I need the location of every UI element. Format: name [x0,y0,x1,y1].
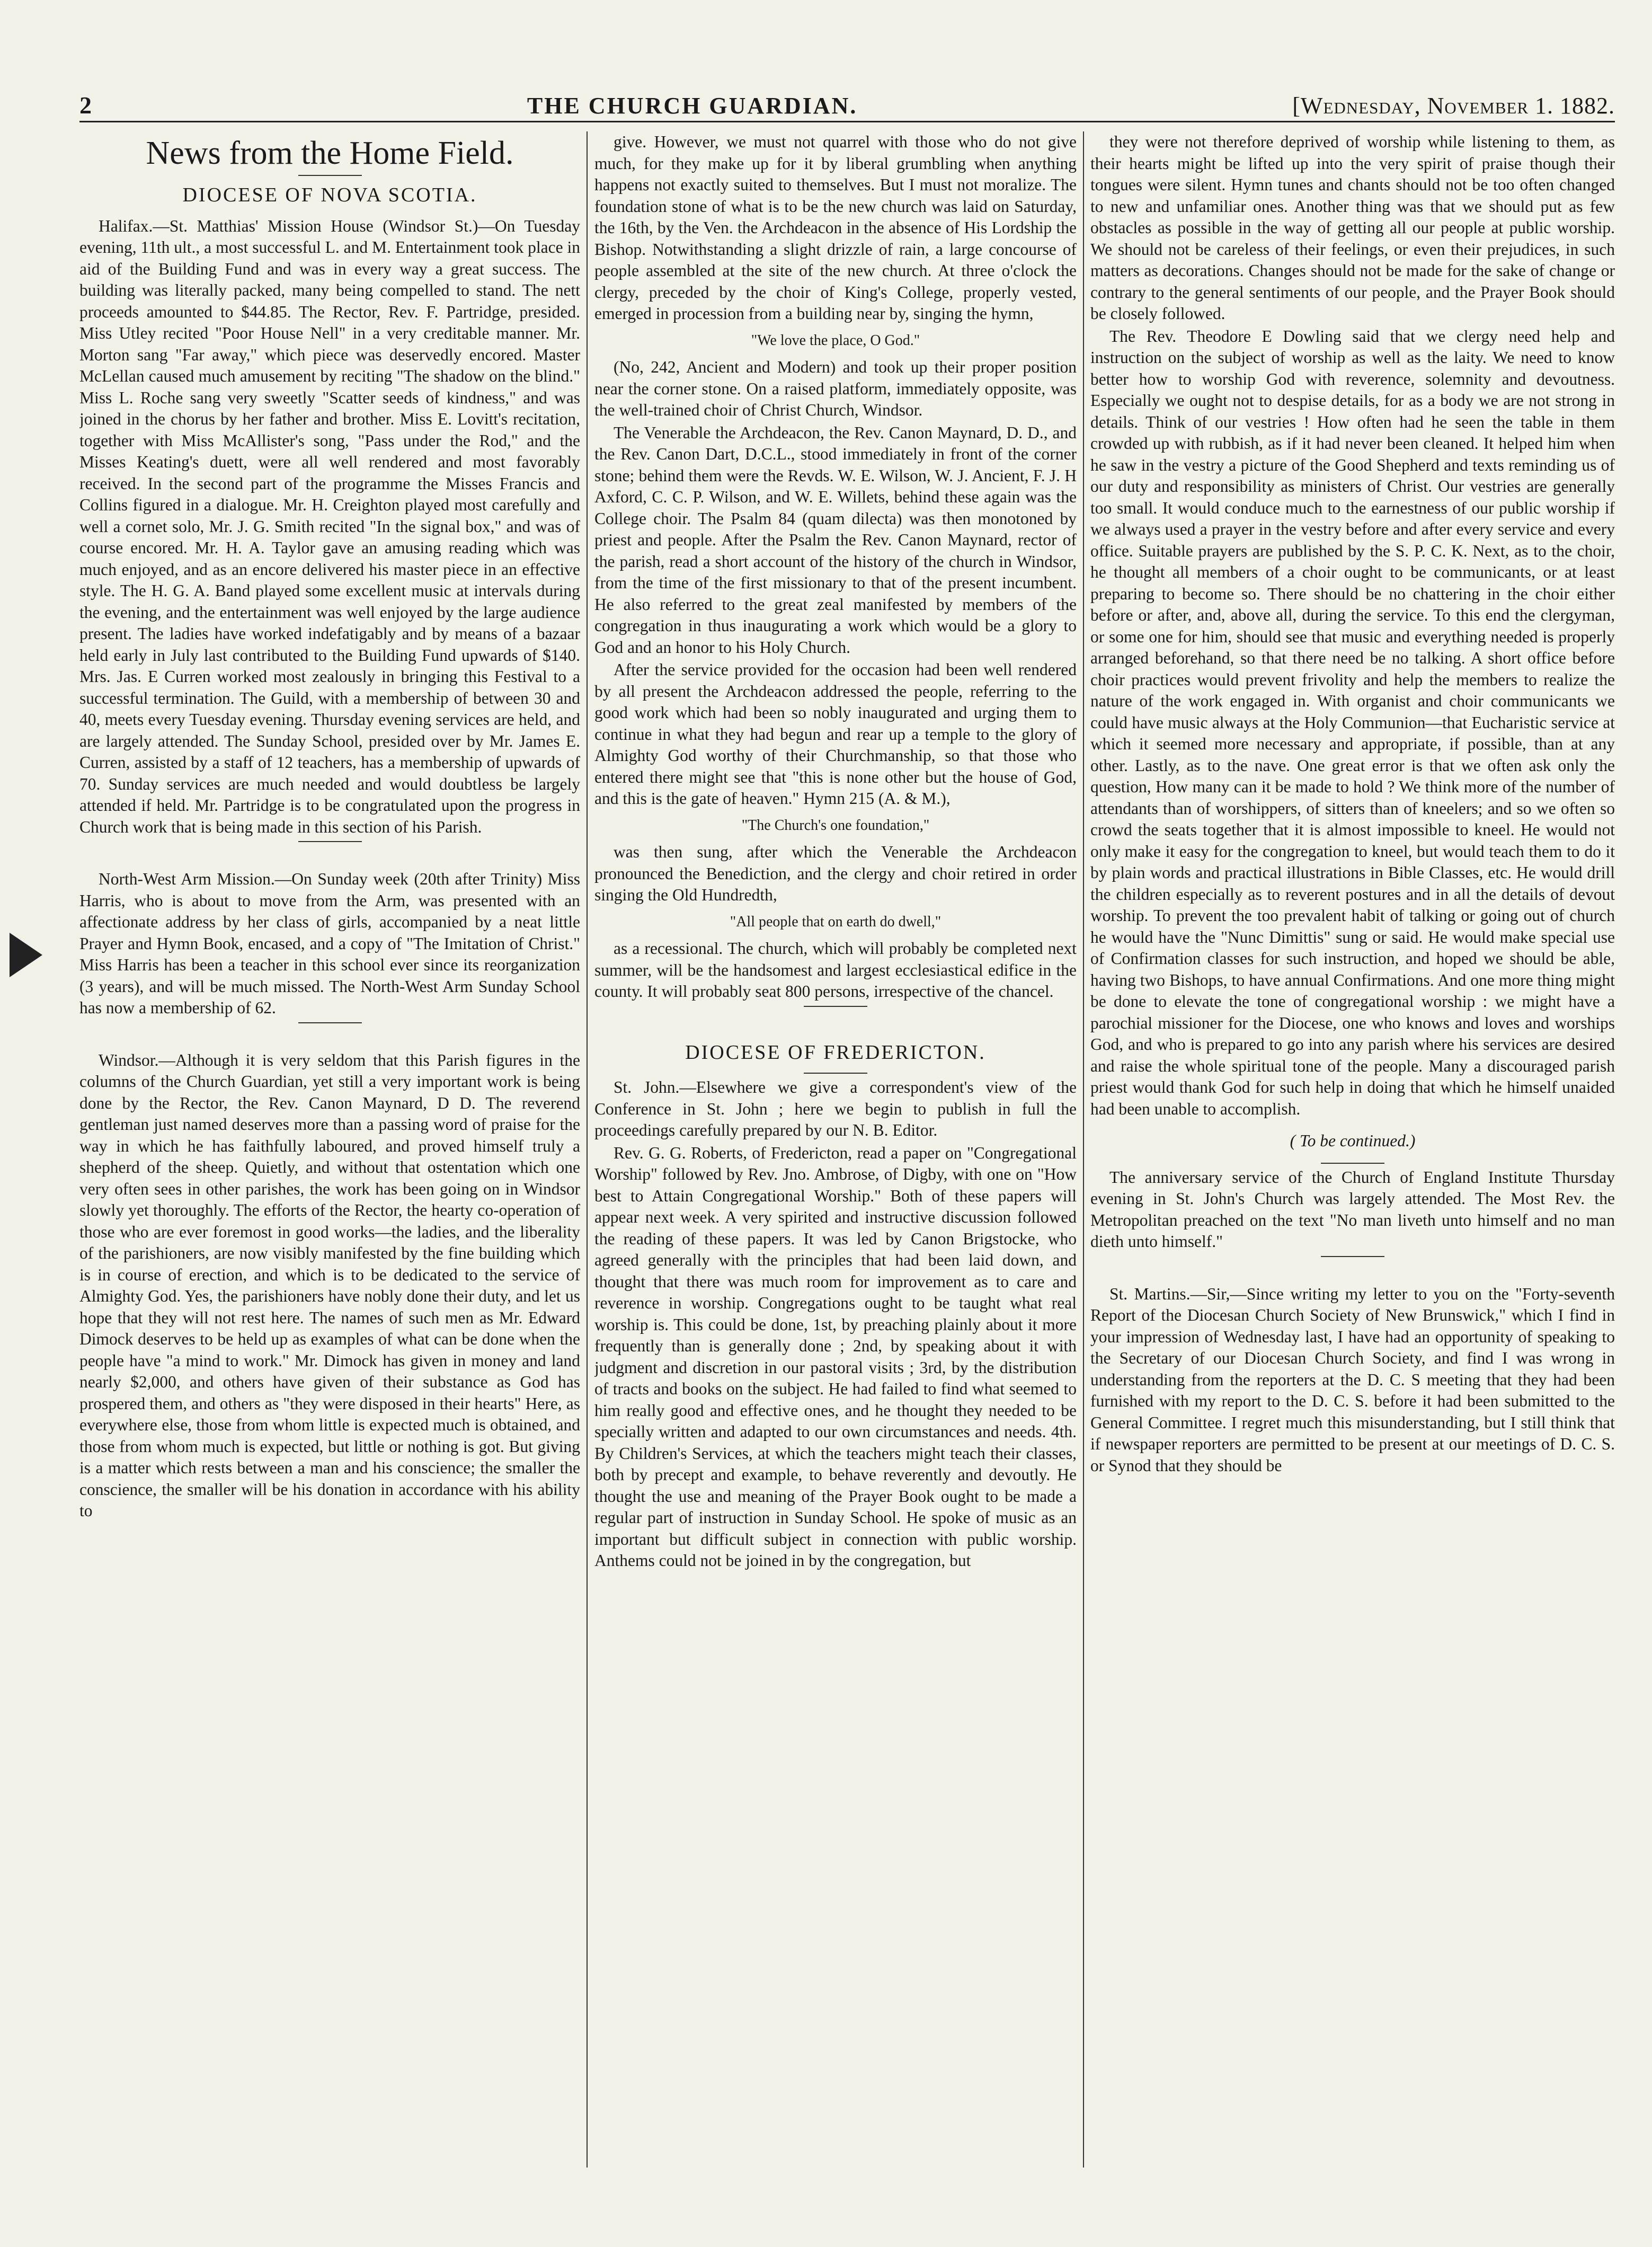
hymn-quote: "All people that on earth do dwell," [730,913,942,930]
article-separator [298,1022,362,1023]
margin-pointer-mark [10,933,42,977]
paragraph: as a recessional. The church, which will probably be completed next summer, will be the handsomest and largest ecclesiastical edifice in the county. It will probably seat 800 persons, irrespective of the chancel. [594,939,1077,1001]
article-north-west-arm: North-West Arm Mission.—On Sunday week (20th after Trinity) Miss Harris, who is about to move from the Arm, was presented with an affectionate address by her class of girls, accompanied by a neat little Prayer and Hymn Book, encased, and a copy of "The Imitation of Christ." Miss Harris has been a teacher in this school ever since its reorganization (3 years), and will be much missed. The North-West Arm Sunday School has now a membership of 62. [79,870,580,1017]
article-windsor: Windsor.—Although it is very seldom that this Parish figures in the columns of the Church Guardian, yet still a very important work is being done by the Rector, the Rev. Canon Maynard, D D. The reverend gentleman just named deserves more than a passing word of praise for the way in which he has faithfully laboured, and proved himself truly a shepherd of the sheep. Quietly, and without that ostentation which one very often sees in other parishes, the work has been going on in Windsor slowly yet thoroughly. The efforts of the Rector, the hearty co-operation of those who are ever foremost in good works—the ladies, and the liberality of the parishioners, are now visibly manifested by the fine building which is in course of erection, and which is to be dedicated to the service of Almighty God. Yes, the parishioners have nobly done their duty, and let us hope that they will not rest here. The names of such men as Mr. Edward Dimock deserves to be held up as examples of what can be done when the people have "a mind to work." Mr. Dimock has given in money and land nearly $2,000, and others have given of their substance as God has prospered them, and others as "they were disposed in their hearts" Here, as everywhere else, those from whom little is expected much is obtained, and those from whom much is expected, but little or nothing is got. But giving is a matter which rests between a man and his conscience; the smaller the conscience, the smaller will be his donation in accordance with his ability to [79,1050,580,1520]
article-separator [804,1006,867,1007]
diocese-heading: DIOCESE OF FREDERICTON. [685,1041,986,1064]
article-st-martins: St. Martins.—Sir,—Since writing my letter to you on the "Forty-seventh Report of the Diocesan Church Society of New Brunswick," which I find in your impression of Wednesday last, I have had an opportunity of speaking to the Secretary of our Diocesan Church Society, and find I was wrong in understanding from the reporters at the D. C. S meeting that they had been furnished with my report to the D. C. S. before it had been submitted to the General Committee. I regret much this misunderstanding, but I still think that if newspaper reporters are permitted to be present at our meetings of D. C. S. or Synod that they should be [1090,1284,1615,1475]
paragraph: (No, 242, Ancient and Modern) and took up their proper position near the corner stone. On a raised platform, immediately opposite, was the well-trained choir of Christ Church, Windsor. [594,358,1077,419]
paragraph: Rev. G. G. Roberts, of Fredericton, read a paper on "Congregational Worship" followed by Rev. Jno. Ambrose, of Digby, with one on "How best to Attain Congregational Worship." Both of these papers will appear next week. A very spirited and instructive discussion followed the reading of these papers. It was led by Canon Brigstocke, who agreed generally with the principles that had been laid down, and thought that there was much room for improvement as to care and reverence in worship. Congregations ought to be taught what real worship is. This could be done, 1st, by preaching plainly about it more frequently than is generally done ; 2nd, by speaking about it with judgment and discretion in our pastoral visits ; 3rd, by the distribution of tracts and books on the subject. He had failed to find what seemed to him really good and effective ones, and he thought they needed to be specially written and adapted to our own circumstances and needs. 4th. By Children's Services, at which the teachers might teach their classes, both by precept and example, to behave reverently and devoutly. He thought the use and meaning of the Prayer Book ought to be made a regular part of instruction in Sunday School. He spoke of music as an important but difficult subject in connection with public worship. Anthems could not be joined in by the congregation, but [594,1143,1077,1570]
article-separator [298,841,362,842]
column-3 [1090,131,1615,2168]
hymn-quote: "The Church's one foundation," [741,817,930,834]
paragraph: The anniversary service of the Church of England Institute Thursday evening in St. John's Church was largely attended. The Most Rev. the Metropolitan preached on the text "No man liveth unto himself and no man dieth unto himself." [1090,1167,1615,1251]
ornament-rule [804,1073,867,1074]
issue-date: [Wednesday, November 1. 1882. [1292,93,1615,119]
ornament-rule [298,175,362,176]
article-separator [1321,1256,1384,1257]
column-divider [1083,131,1084,2168]
page-header [79,82,1615,119]
paragraph: The Venerable the Archdeacon, the Rev. Canon Maynard, D. D., and the Rev. Canon Dart, D.C.L., stood immediately in front of the corner stone; behind them were the Revds. W. E. Wilson, W. J. Ancient, F. J. H Axford, C. C. P. Wilson, and W. E. Willets, behind these again was the College choir. The Psalm 84 (quam dilecta) was then monotoned by priest and people. After the Psalm the Rev. Canon Maynard, rector of the parish, read a short account of the history of the church in Windsor, from the time of the first missionary to that of the present incumbent. He also referred to the great zeal manifested by members of the congregation in thus inaugurating a work which would be a glory to God and an honor to his Holy Church. [594,423,1077,657]
paragraph: they were not therefore deprived of worship while listening to them, as their hearts might be lifted up into the very spirit of praise though their tongues were silent. Hymn tunes and chants should not be too often changed to new and unfamiliar ones. Another thing was that we should put as few obstacles as possible in the way of getting all our people at public worship. We should not be careless of their feelings, or even their prejudices, in such matters as decorations. Changes should not be made for the sake of change or contrary to the general sentiments of our people, and the Prayer Book should be closely followed. [1090,132,1615,323]
section-title: News from the Home Field. [146,135,514,171]
article-halifax: Halifax.—St. Matthias' Mission House (Windsor St.)—On Tuesday evening, 11th ult., a most successful L. and M. Entertainment took place in aid of the Building Fund and was in every way a great success. The building was literally packed, many being compelled to stand. The nett proceeds amounted to $44.85. The Rector, Rev. F. Partridge, presided. Miss Utley recited "Poor House Nell" in a very creditable manner. Mr. Morton sang "Far away," which piece was deservedly encored. Master McLellan caused much amusement by reciting "The shadow on the blind." Miss L. Roche sang very sweetly "Scatter seeds of kindness," and was joined in the chorus by her father and brother. Miss E. Lovitt's recitation, together with Miss McAllister's song, "Pass under the Rod," and the Misses Keating's duett, were all well rendered and most favorably received. In the second part of the programme the Misses Francis and Collins figured in a dialogue. Mr. H. Creighton played most carefully and well a cornet solo, Mr. J. G. Smith recited "In the signal box," and was of course encored. Mr. H. A. Taylor gave an amusing reading which was much enjoyed, and as an encore delivered his master piece in an effective style. The H. G. A. Band played some excellent music at intervals during the evening, and the entertainment was well enjoyed by the large audience present. The ladies have worked indefatigably and by means of a bazaar held early in July last contributed to the Building Fund upwards of $140. Mrs. Jas. E Curren worked most zealously in bringing this Festival to a successful termination. The Guild, with a membership of between 30 and 40, meets every Tuesday evening. Thursday evening services are held, and are largely attended. The Sunday School, presided over by Mr. James E. Curren, assisted by a staff of 12 teachers, has a membership of upwards of 70. Sunday services are much needed and would doubtless be largely attended if held. Mr. Partridge is to be congratulated upon the progress in Church work that is being made in this section of his Parish. [79,216,580,836]
paragraph: was then sung, after which the Venerable the Archdeacon pronounced the Benediction, and the clergy and choir retired in order singing the Old Hundredth, [594,843,1077,904]
column-divider [587,131,588,2168]
page-number: 2 [79,92,92,119]
paragraph: The Rev. Theodore E Dowling said that we clergy need help and instruction on the subject of worship as well as the laity. We need to know better how to worship God with reverence, solemnity and devoutness. Especially we ought not to despise details, for as a body we are not strong in details. Think of our vestries ! How often had he seen the table in them crowded up with rubbish, as if it had never been cleaned. It helped him when he saw in the vestry a picture of the Good Shepherd and texts reminding us of our duty and responsibility as ministers of Christ. Our vestries are generally too small. It would conduce much to the earnestness of our public worship if we always used a prayer in the vestry before and after every service and every office. Suitable prayers are published by the S. P. C. K. Next, as to the choir, he thought all members of a choir ought to be communicants, or at least preparing to become so. There should be no chattering in the choir either before or after, and, above all, during the service. To this end the clergyman, or some one for him, should see that music and everything needed is properly arranged beforehand, so that there need be no talking. A short office before choir practices would prevent frivolity and help the members to realize the nature of the work engaged in. With organist and choir communicants we could have music always at the Holy Communion—that Eucharistic service at which it seemed more necessary and appropriate, if possible, than at any other. Lastly, as to the nave. One great error is that we often ask only the question, How many can it be made to hold ? We think more of the number of attendants than of worshippers, of sitters than of kneelers; and so we often so crowd the seats together that it is almost impossible to kneel. He would not only make it easy for the congregation to kneel, but would teach them to do it by plain words and practical illustrations in Bible Classes, etc. He would drill the children especially as to reverent postures and in all the details of devout worship. To prevent the too prevalent habit of talking or going out of church he would have the "Nunc Dimittis" sung or said. He would make special use of Confirmation classes for such instruction, and hoped we should be able, having two Bishops, to have annual Confirmations. And one more thing might be done to elevate the tone of congregational worship : we might have a parochial missioner for the Diocese, one who knows and loves and worships God, and who is prepared to go into any parish where his services are desired and raise the whole spiritual tone of the people. Many a discouraged parish priest would thank God for such help in doing that which he himself unaided had been unable to accomplish. [1090,326,1615,1118]
column-1 [79,131,580,2168]
hymn-quote: "We love the place, O God." [751,332,920,349]
column-2 [594,131,1077,2168]
diocese-heading: DIOCESE OF NOVA SCOTIA. [182,184,477,206]
masthead: THE CHURCH GUARDIAN. [527,93,858,119]
article-st-john: St. John.—Elsewhere we give a correspondent's view of the Conference in St. John ; here we begin to publish in full the proceedings carefully prepared by our N. B. Editor. [594,1078,1077,1139]
paragraph: After the service provided for the occasion had been well rendered by all present the Archdeacon addressed the people, referring to the good work which had been so nobly inaugurated and urging them to continue in what they had begun and rear up a temple to the glory of Almighty God worthy of their Churchmanship, so that those who entered there might see that "this is none other but the house of God, and this is the gate of heaven." Hymn 215 (A. & M.), [594,660,1077,808]
article-separator [1321,1163,1384,1164]
header-rule [79,121,1615,122]
to-be-continued: ( To be continued.) [1290,1131,1416,1150]
article-windsor-continued: give. However, we must not quarrel with those who do not give much, for they make up for it by liberal grumbling when anything happens not exactly suited to themselves. But I must not moralize. The foundation stone of what is to be the new church was laid on Saturday, the 16th, by the Ven. the Archdeacon in the absence of His Lordship the Bishop. Notwithstanding a slight drizzle of rain, a large concourse of people assembled at the site of the new church. At three o'clock the clergy, preceded by the choir of King's College, properly vested, emerged in procession from a building near by, singing the hymn, [594,132,1077,323]
